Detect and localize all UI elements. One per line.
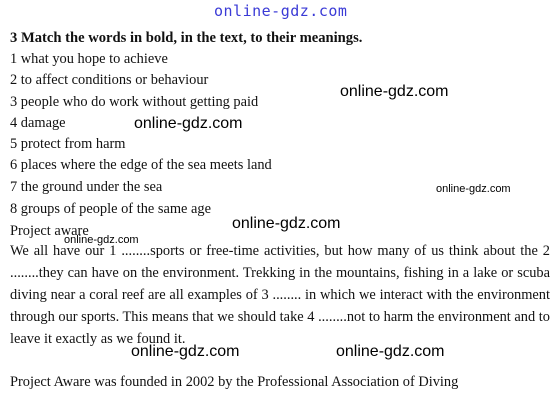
watermark-top: online-gdz.com <box>214 2 348 20</box>
exercise-item: 1 what you hope to achieve <box>10 51 168 67</box>
watermark: online-gdz.com <box>131 343 240 360</box>
exercise-item: 8 groups of people of the same age <box>10 201 212 217</box>
exercise-heading: 3 Match the words in bold, in the text, to their meanings. <box>10 30 363 46</box>
watermark: online-gdz.com <box>336 343 445 360</box>
watermark: online-gdz.com <box>134 115 243 132</box>
exercise-item: 4 damage <box>10 115 66 131</box>
watermark: online-gdz.com <box>64 234 139 246</box>
watermark: online-gdz.com <box>340 83 449 100</box>
exercise-item: 5 protect from harm <box>10 136 126 152</box>
exercise-item: 3 people who do work without getting paid <box>10 94 259 110</box>
watermark: online-gdz.com <box>232 215 341 232</box>
exercise-item: 7 the ground under the sea <box>10 179 163 195</box>
exercise-item: 6 places where the edge of the sea meets land <box>10 157 272 173</box>
exercise-item: 2 to affect conditions or behaviour <box>10 72 209 88</box>
article-title: Project aware <box>10 223 89 239</box>
article-paragraph: We all have our 1 ........sports or free-time activities, but how many of us think about the 2 ........they can have on the environment. Trekking in the mountains, fishing in a lake or scuba diving near a coral reef are all examples of 3 ........ in which we interact with the environment through our sports. This means that we should take 4 ........not to harm the environment and to leave it exactly as we found it. <box>10 243 550 347</box>
watermark: online-gdz.com <box>436 183 511 195</box>
article-paragraph: Project Aware was founded in 2002 by the Professional Association of Diving <box>10 374 459 390</box>
